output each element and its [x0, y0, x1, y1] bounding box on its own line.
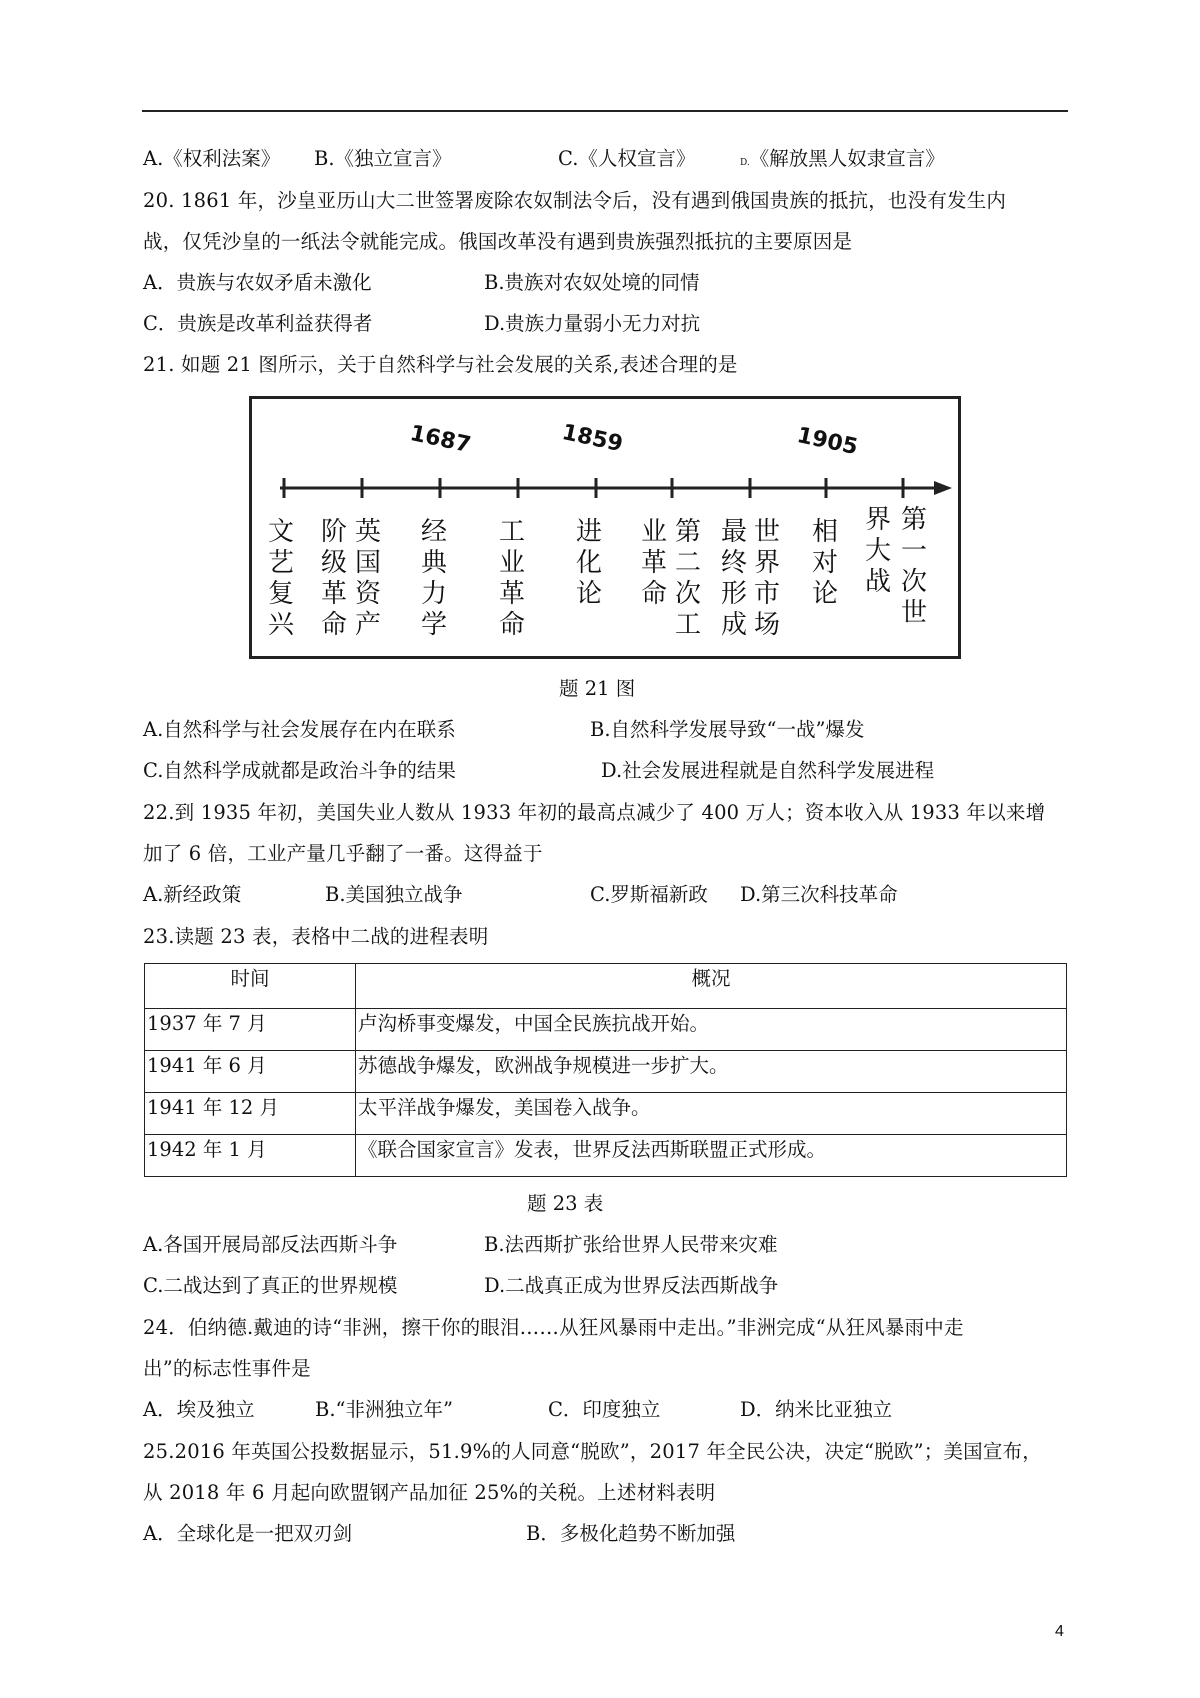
q21-option-a: A.自然科学与社会发展存在内在联系	[143, 718, 456, 741]
q22-option-c: C.罗斯福新政	[590, 883, 708, 906]
q20-option-a: A．贵族与农奴矛盾未激化	[143, 271, 372, 294]
timeline-event: 文艺复兴	[267, 517, 294, 640]
q24-option-b: B.“非洲独立年”	[315, 1398, 453, 1421]
q22-option-b: B.美国独立战争	[325, 883, 463, 906]
q20-option-d: D.贵族力量弱小无力对抗	[484, 312, 701, 335]
q23-option-b: B.法西斯扩张给世界人民带来灾难	[484, 1233, 778, 1256]
timeline-event: 阶级革命	[320, 517, 347, 640]
table-header-overview: 概况	[356, 964, 1067, 1009]
timeline-event: 第一次世	[900, 505, 927, 628]
q24-stem-line2: 出”的标志性事件是	[143, 1357, 311, 1380]
q24-option-c: C．印度独立	[548, 1398, 661, 1421]
timeline-event: 工业革命	[498, 517, 525, 640]
timeline-arrow	[934, 481, 952, 495]
q23-stem: 23.读题 23 表，表格中二战的进程表明	[143, 925, 489, 948]
table-cell-time: 1942 年 1 月	[145, 1135, 356, 1177]
timeline-event: 业革命	[640, 517, 667, 609]
table-cell-overview: 苏德战争爆发，欧洲战争规模进一步扩大。	[356, 1051, 1067, 1093]
q24-stem-line1: 24．伯纳德.戴迪的诗“非洲，擦干你的眼泪……从狂风暴雨中走出。”非洲完成“从狂风暴雨中走	[143, 1316, 964, 1339]
q19-option-a: A.《权利法案》	[143, 147, 281, 170]
table-cell-overview: 《联合国家宣言》发表，世界反法西斯联盟正式形成。	[356, 1135, 1067, 1177]
table-cell-overview: 太平洋战争爆发，美国卷入战争。	[356, 1093, 1067, 1135]
timeline-event: 进化论	[575, 517, 602, 609]
q20-option-b: B.贵族对农奴处境的同情	[484, 271, 700, 294]
q21-stem: 21. 如题 21 图所示，关于自然科学与社会发展的关系,表述合理的是	[143, 353, 738, 376]
q23-option-c: C.二战达到了真正的世界规模	[143, 1274, 398, 1297]
page-number: 4	[1055, 1623, 1064, 1640]
q25-stem-line2: 从 2018 年 6 月起向欧盟钢产品加征 25%的关税。上述材料表明	[143, 1481, 716, 1504]
table-row	[145, 1135, 1067, 1177]
table-row	[145, 1093, 1067, 1135]
q19-option-b: B.《独立宣言》	[314, 147, 452, 170]
header-rule	[142, 110, 1068, 112]
timeline-event: 英国资产	[354, 517, 381, 640]
timeline-event: 界大战	[864, 505, 891, 597]
table-row	[145, 1051, 1067, 1093]
q23-option-a: A.各国开展局部反法西斯斗争	[143, 1233, 398, 1256]
q20-option-c: C．贵族是改革利益获得者	[143, 312, 373, 335]
q19-option-d	[740, 146, 945, 176]
timeline-event: 世界市场	[753, 517, 780, 640]
q21-option-c: C.自然科学成就都是政治斗争的结果	[143, 759, 456, 782]
q20-stem-line2: 战，仅凭沙皇的一纸法令就能完成。俄国改革没有遇到贵族强烈抵抗的主要原因是	[143, 230, 853, 253]
table-caption: 题 23 表	[527, 1192, 604, 1215]
figure-caption: 题 21 图	[559, 677, 636, 700]
timeline-year: 1859	[559, 420, 625, 458]
q23-option-d: D.二战真正成为世界反法西斯战争	[484, 1274, 779, 1297]
table-cell-time: 1937 年 7 月	[145, 1009, 356, 1051]
table-cell-overview: 卢沟桥事变爆发，中国全民族抗战开始。	[356, 1009, 1067, 1051]
q22-stem-line1: 22.到 1935 年初，美国失业人数从 1933 年初的最高点减少了 400 万人；资本收入从 1933 年以来增	[143, 801, 1046, 824]
history-table	[144, 963, 1067, 1177]
table-header-time: 时间	[145, 964, 356, 1009]
q25-option-b: B．多极化趋势不断加强	[526, 1522, 736, 1545]
table-cell-time: 1941 年 6 月	[145, 1051, 356, 1093]
q19-option-d-prefix: D.	[740, 158, 750, 168]
q24-option-d: D．纳米比亚独立	[740, 1398, 893, 1421]
q21-option-b: B.自然科学发展导致“一战”爆发	[590, 718, 865, 741]
q22-option-a: A.新经政策	[143, 883, 242, 906]
table-header-row	[145, 964, 1067, 1009]
timeline-event: 经典力学	[420, 517, 447, 640]
q19-option-d-text: 《解放黑人奴隶宣言》	[749, 147, 945, 170]
timeline-event: 最终形成	[720, 517, 747, 640]
q24-option-a: A．埃及独立	[143, 1398, 255, 1421]
timeline-event: 第二次工	[674, 517, 701, 640]
timeline-event: 相对论	[811, 517, 838, 609]
q25-stem-line1: 25.2016 年英国公投数据显示，51.9%的人同意“脱欧”，2017 年全民公决，决定“脱欧”；美国宣布，	[143, 1440, 1042, 1463]
timeline-year: 1905	[794, 423, 860, 461]
timeline-year: 1687	[407, 421, 473, 459]
table-row	[145, 1009, 1067, 1051]
q22-option-d: D.第三次科技革命	[740, 883, 898, 906]
table-cell-time: 1941 年 12 月	[145, 1093, 356, 1135]
q21-option-d: D.社会发展进程就是自然科学发展进程	[601, 759, 935, 782]
q25-option-a: A．全球化是一把双刃剑	[143, 1522, 353, 1545]
q20-stem-line1: 20. 1861 年，沙皇亚历山大二世签署废除农奴制法令后，没有遇到俄国贵族的抵抗，也没有发生内	[143, 189, 1007, 212]
timeline-figure	[249, 396, 961, 659]
q22-stem-line2: 加了 6 倍，工业产量几乎翻了一番。这得益于	[143, 842, 543, 865]
q19-option-c: C.《人权宣言》	[558, 147, 696, 170]
